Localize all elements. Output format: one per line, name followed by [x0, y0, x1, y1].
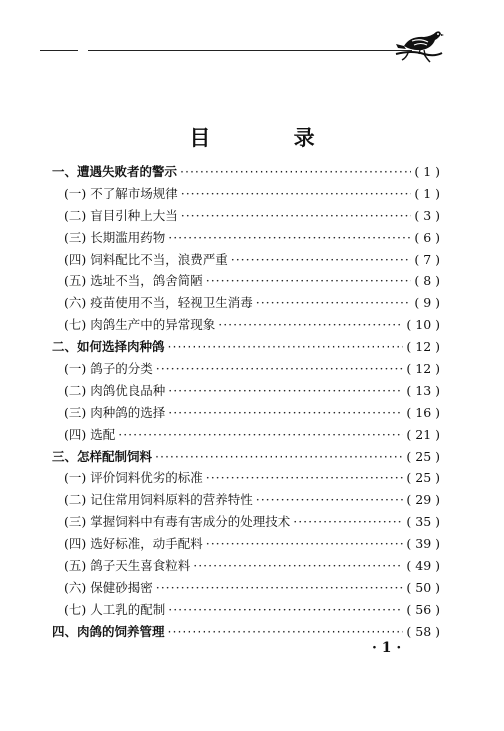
toc-entry-label: 三、怎样配制饲料 [52, 448, 153, 464]
dot-leader [206, 270, 412, 292]
toc-entry-label: (二) 记住常用饲料原料的营养特性 [64, 492, 253, 508]
toc-entry-page: ( 6 ) [414, 229, 440, 245]
toc-entry-page: ( 25 ) [406, 470, 440, 486]
toc-entry-page: ( 3 ) [414, 207, 440, 223]
toc-section-row [52, 380, 440, 402]
dot-leader [156, 358, 404, 380]
toc-entry-label: (六) 保健砂揭密 [64, 579, 153, 595]
toc-entry-label: (三) 掌握饲料中有毒有害成分的处理技术 [64, 514, 291, 530]
toc-section-row [52, 270, 440, 292]
toc-entry-label: (三) 长期滥用药物 [64, 229, 166, 245]
toc-chapter-row [52, 161, 440, 183]
toc-section-row [52, 511, 440, 533]
toc-chapter-row [52, 446, 440, 468]
toc-entry-page: ( 12 ) [406, 339, 440, 355]
header-rule-gap [78, 47, 88, 53]
toc-chapter-row [52, 336, 440, 358]
toc-entry-label: (二) 肉鸽优良品种 [64, 382, 166, 398]
toc-entry-label: (六) 疫苗使用不当，轻视卫生消毒 [64, 295, 253, 311]
dot-leader [118, 424, 403, 446]
dot-leader [168, 599, 403, 621]
toc-section-row [52, 183, 440, 205]
toc-entry-page: ( 7 ) [414, 251, 440, 267]
dot-leader [168, 227, 411, 249]
toc-section-row [52, 205, 440, 227]
header-rule [40, 50, 412, 51]
dot-leader [168, 402, 403, 424]
dot-leader [168, 380, 403, 402]
toc-entry-page: ( 35 ) [406, 514, 440, 530]
dot-leader [180, 161, 411, 183]
toc-entry-label: (一) 评价饲料优劣的标准 [64, 470, 203, 486]
toc-entry-page: ( 1 ) [414, 185, 440, 201]
toc-section-row [52, 533, 440, 555]
dot-leader [293, 511, 403, 533]
toc-section-row [52, 292, 440, 314]
toc-entry-label: 一、遭遇失败者的警示 [52, 164, 178, 179]
toc-entry-page: ( 50 ) [406, 579, 440, 595]
toc-entry-label: (四) 饲料配比不当，浪费严重 [64, 251, 228, 267]
toc-section-row [52, 358, 440, 380]
toc-entry-page: ( 56 ) [406, 601, 440, 617]
toc-entry-label: (四) 选好标准，动手配料 [64, 536, 203, 552]
toc-entry-page: ( 29 ) [406, 492, 440, 508]
toc-section-row [52, 227, 440, 249]
toc-entry-page: ( 39 ) [406, 536, 440, 552]
page-number: · 1 · [372, 640, 402, 656]
toc-entry-page: ( 1 ) [414, 164, 440, 179]
toc-entry-page: ( 13 ) [406, 382, 440, 398]
table-of-contents [52, 161, 440, 643]
dot-leader [231, 249, 412, 271]
toc-section-row [52, 249, 440, 271]
toc-section-row [52, 402, 440, 424]
toc-entry-label: (四) 选配 [64, 426, 116, 442]
toc-section-row [52, 489, 440, 511]
toc-entry-page: ( 21 ) [406, 426, 440, 442]
page-title: 目 录 [189, 126, 353, 150]
dot-leader [218, 314, 403, 336]
dot-leader [206, 533, 404, 555]
dot-leader [256, 489, 404, 511]
dot-leader [168, 621, 404, 643]
dot-leader [206, 467, 404, 489]
toc-entry-page: ( 9 ) [414, 295, 440, 311]
toc-entry-label: 二、如何选择肉种鸽 [52, 339, 165, 355]
toc-section-row [52, 555, 440, 577]
toc-entry-page: ( 16 ) [406, 404, 440, 420]
toc-entry-page: ( 8 ) [414, 273, 440, 289]
toc-entry-page: ( 10 ) [406, 317, 440, 333]
toc-entry-page: ( 25 ) [406, 448, 440, 464]
toc-section-row [52, 599, 440, 621]
toc-entry-label: (五) 选址不当，鸽舍简陋 [64, 273, 203, 289]
toc-section-row [52, 314, 440, 336]
dot-leader [256, 292, 412, 314]
dot-leader [156, 577, 404, 599]
toc-entry-label: (一) 鸽子的分类 [64, 361, 153, 377]
dot-leader [181, 183, 412, 205]
toc-entry-label: (五) 鸽子天生喜食粒料 [64, 558, 191, 574]
toc-entry-label: (二) 盲目引种上大当 [64, 207, 178, 223]
toc-section-row [52, 467, 440, 489]
toc-entry-label: (一) 不了解市场规律 [64, 185, 178, 201]
dot-leader [168, 336, 404, 358]
toc-entry-label: (七) 肉鸽生产中的异常现象 [64, 317, 216, 333]
toc-section-row [52, 424, 440, 446]
dot-leader [155, 446, 403, 468]
toc-entry-label: (七) 人工乳的配制 [64, 601, 166, 617]
toc-entry-label: (三) 肉种鸽的选择 [64, 404, 166, 420]
dot-leader [193, 555, 403, 577]
toc-section-row [52, 577, 440, 599]
toc-entry-label: 四、肉鸽的饲养管理 [52, 623, 165, 639]
toc-entry-page: ( 12 ) [406, 361, 440, 377]
toc-entry-page: ( 58 ) [406, 623, 440, 639]
dot-leader [181, 205, 412, 227]
toc-entry-page: ( 49 ) [406, 558, 440, 574]
pigeon-icon [394, 24, 444, 64]
